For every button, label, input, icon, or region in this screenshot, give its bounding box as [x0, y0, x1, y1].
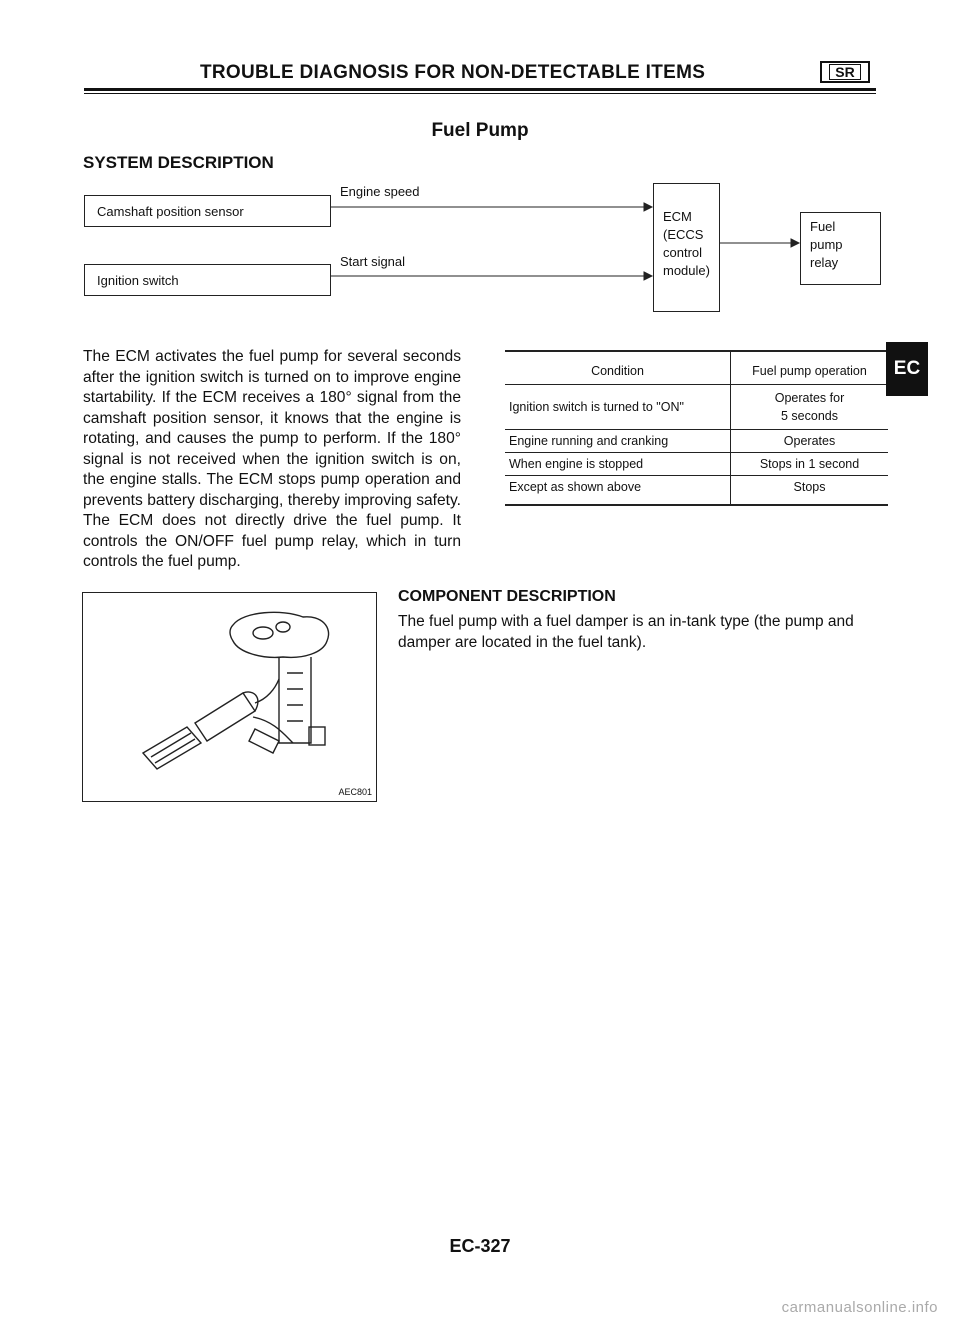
table-cell-condition: Ignition switch is turned to "ON": [509, 400, 684, 414]
start-signal-arrowhead: [644, 272, 652, 280]
engine-speed-label: Engine speed: [340, 184, 420, 199]
table-cell-condition: When engine is stopped: [509, 457, 644, 471]
system-description-paragraph: The ECM activates the fuel pump for several seconds after the ignition switch is turned on to improve engine startability. If the ECM receives a 180° signal from the camshaft position sensor, it knows that the engine is rotating, and causes the pump to perform. If the 180° signal is not received when the ignition switch is on, the engine stalls. The ECM stops pump operation and prevents battery discharging, thereby improving safety. The ECM does not directly drive the fuel pump. It controls the ON/OFF fuel pump relay, which in turn controls the fuel pump.: [83, 348, 461, 570]
table-cell-operation: Operates: [731, 430, 889, 453]
page-header-title: TROUBLE DIAGNOSIS FOR NON-DETECTABLE ITEMS: [200, 62, 706, 83]
ecm-label-line: ECM: [663, 209, 692, 224]
table-cell-operation: [731, 385, 889, 430]
ecm-to-relay-arrowhead: [791, 239, 799, 247]
table-row: [505, 476, 888, 506]
fuel-pump-operation-table: [505, 350, 888, 506]
pump-end-cap: [243, 692, 258, 711]
ecm-label-line: module): [663, 263, 710, 278]
pump-flange: [230, 612, 329, 657]
diagram-connectors: [0, 0, 960, 330]
pump-body: [195, 693, 255, 741]
table-row: [505, 430, 888, 453]
table-cell-operation-line: 5 seconds: [781, 409, 838, 423]
start-signal-label: Start signal: [340, 254, 406, 269]
figure-code: AEC801: [338, 787, 372, 797]
relay-label-line: Fuel: [810, 219, 836, 234]
camshaft-sensor-label: Camshaft position sensor: [97, 204, 244, 219]
table-header-operation: Fuel pump operation: [731, 351, 889, 385]
section-title: Fuel Pump: [431, 120, 529, 141]
sr-badge-label: SR: [829, 64, 860, 80]
ec-section-tab: EC: [886, 342, 928, 396]
table-cell-condition: Engine running and cranking: [509, 434, 669, 448]
bracket-ribs: [287, 673, 303, 721]
table-row: [505, 453, 888, 476]
table-cell-operation: Stops in 1 second: [731, 453, 889, 476]
table-row: [505, 385, 888, 430]
ecm-label-line: control: [663, 245, 703, 260]
relay-label-line: pump: [810, 237, 843, 252]
fuel-pump-figure: [82, 592, 377, 802]
fuel-hose: [255, 679, 279, 703]
table-header-condition: Condition: [591, 364, 644, 378]
relay-label-line: relay: [810, 255, 839, 270]
sender-float: [249, 729, 279, 753]
system-description-heading: SYSTEM DESCRIPTION: [83, 153, 274, 172]
watermark: carmanualsonline.info: [781, 1299, 938, 1316]
strainer-mesh: [151, 733, 195, 763]
flange-port: [253, 627, 273, 639]
table-cell-operation: Stops: [731, 476, 889, 506]
fuel-pump-assembly-icon: [83, 593, 376, 801]
pump-bracket: [279, 657, 311, 743]
engine-speed-arrowhead: [644, 203, 652, 211]
component-description-heading: COMPONENT DESCRIPTION: [398, 588, 616, 605]
flange-port: [276, 622, 290, 632]
table-header-row: [505, 351, 888, 385]
ecm-label-line: (ECCS: [663, 227, 704, 242]
pump-strainer: [143, 727, 201, 769]
page-number: EC-327: [449, 1236, 511, 1256]
table-cell-condition: Except as shown above: [509, 480, 642, 494]
ignition-switch-label: Ignition switch: [97, 273, 179, 288]
table-cell-operation-line: Operates for: [774, 391, 845, 405]
component-description-paragraph: The fuel pump with a fuel damper is an in-tank type (the pump and damper are located in the fuel tank).: [398, 613, 854, 651]
